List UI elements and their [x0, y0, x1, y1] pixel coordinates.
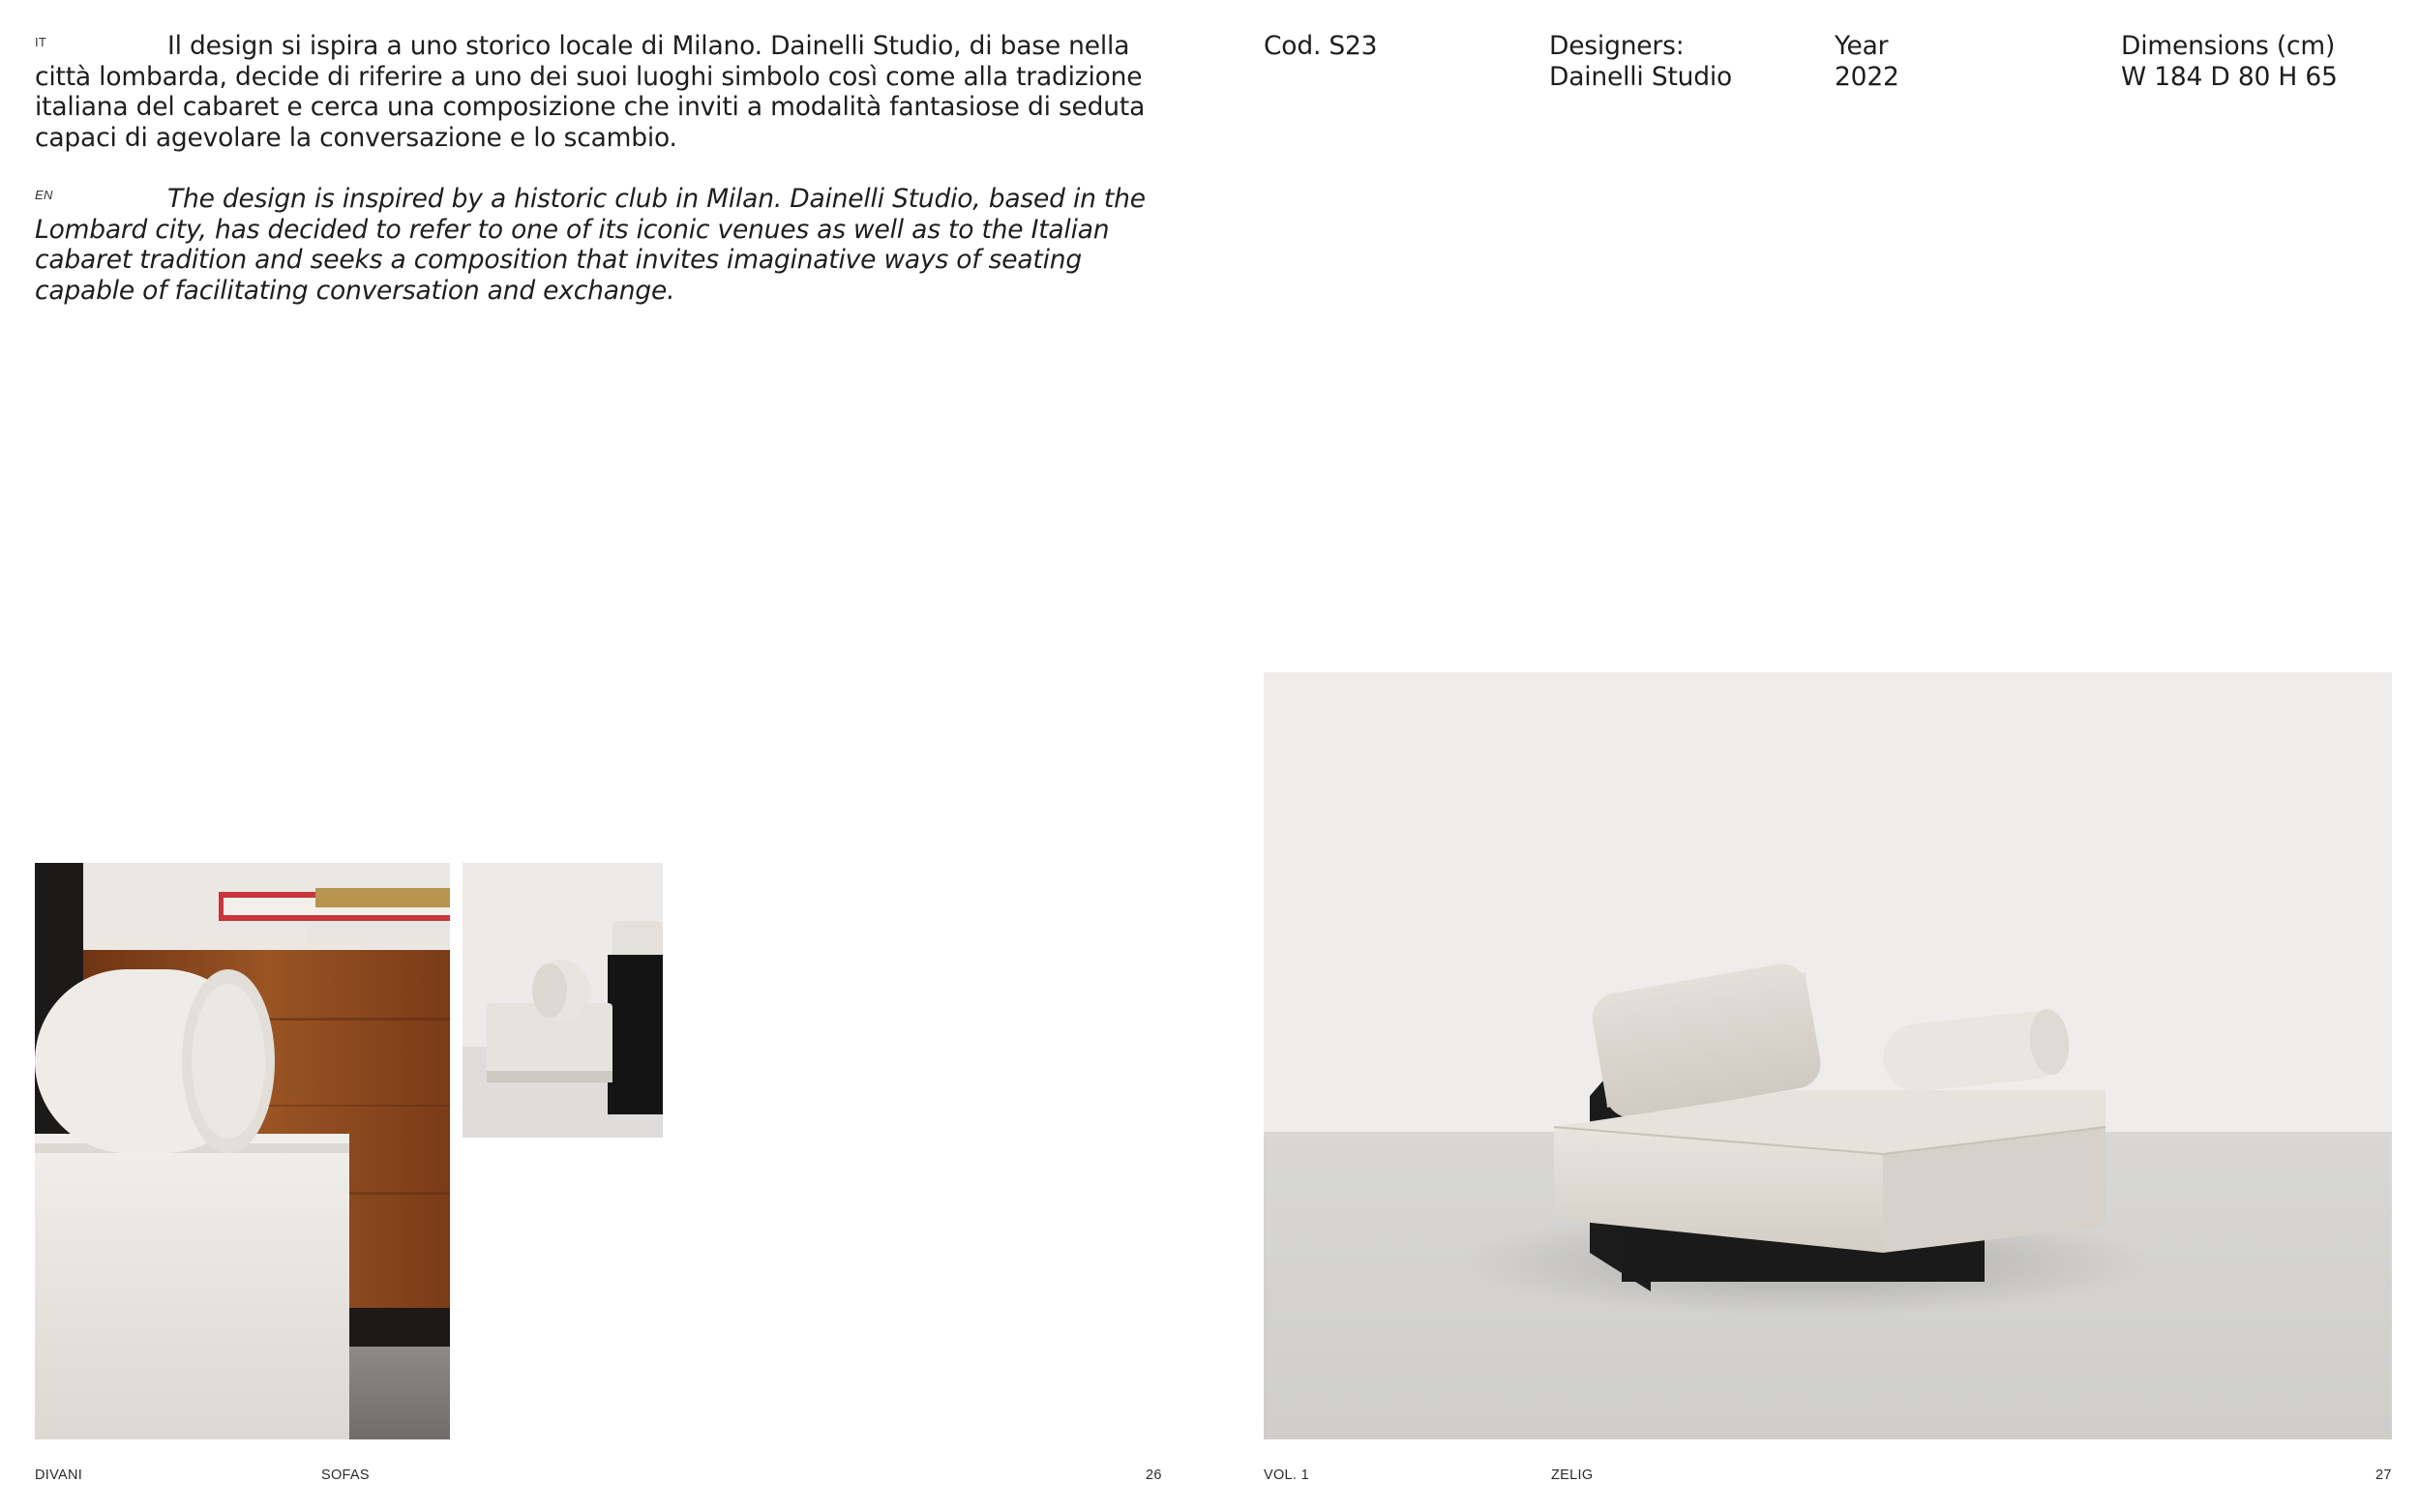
- page-number-left: 26: [1146, 1468, 1162, 1483]
- dimensions-label: Dimensions (cm): [2121, 31, 2336, 61]
- designers-value: Dainelli Studio: [1549, 61, 1733, 92]
- language-tag-it: IT: [35, 35, 47, 49]
- spec-code: [1264, 31, 1377, 62]
- description-italian-text: Il design si ispira a uno storico locale di Milano. Dainelli Studio, di base nella città lombarda, decide di riferire a uno dei suoi luoghi simbolo così come alla tradizione italiana del cabaret e cerca una composizione che inviti a modalità fantasiose di seduta capaci di agevolare la conversazione e lo scambio.: [35, 31, 1146, 153]
- dimensions-value: W 184 D 80 H 65: [2121, 61, 2338, 92]
- main-product-photo: [1264, 672, 2392, 1439]
- product-code: Cod. S23: [1264, 31, 1378, 61]
- footer-product-name: ZELIG: [1551, 1468, 1594, 1483]
- year-value: 2022: [1835, 61, 1899, 92]
- spec-dimensions: [2121, 31, 2338, 92]
- page-number-right: 27: [2375, 1468, 2392, 1483]
- footer-volume: VOL. 1: [1264, 1468, 1309, 1483]
- detail-photo: [35, 863, 450, 1439]
- spec-designers: [1549, 31, 1732, 92]
- description-italian: [35, 31, 1167, 153]
- year-label: Year: [1835, 31, 1889, 61]
- detail-photo-image: [35, 863, 450, 1439]
- description-english: [35, 184, 1167, 306]
- main-product-photo-image: [1264, 672, 2392, 1439]
- spec-year: [1835, 31, 1899, 92]
- footer-section-en: SOFAS: [321, 1468, 370, 1483]
- description-english-text: The design is inspired by a historic club in Milan. Dainelli Studio, based in the Lombard city, has decided to refer to one of its iconic venues as well as to the Italian cabaret tradition and seeks a composition that invites imaginative ways of seating capable of facilitating conversation and exchange.: [35, 184, 1146, 306]
- thumbnail-photo: [463, 863, 663, 1138]
- designers-label: Designers:: [1549, 31, 1685, 61]
- thumbnail-photo-image: [463, 863, 663, 1138]
- language-tag-en: EN: [35, 188, 53, 202]
- footer-section-it: DIVANI: [35, 1468, 83, 1483]
